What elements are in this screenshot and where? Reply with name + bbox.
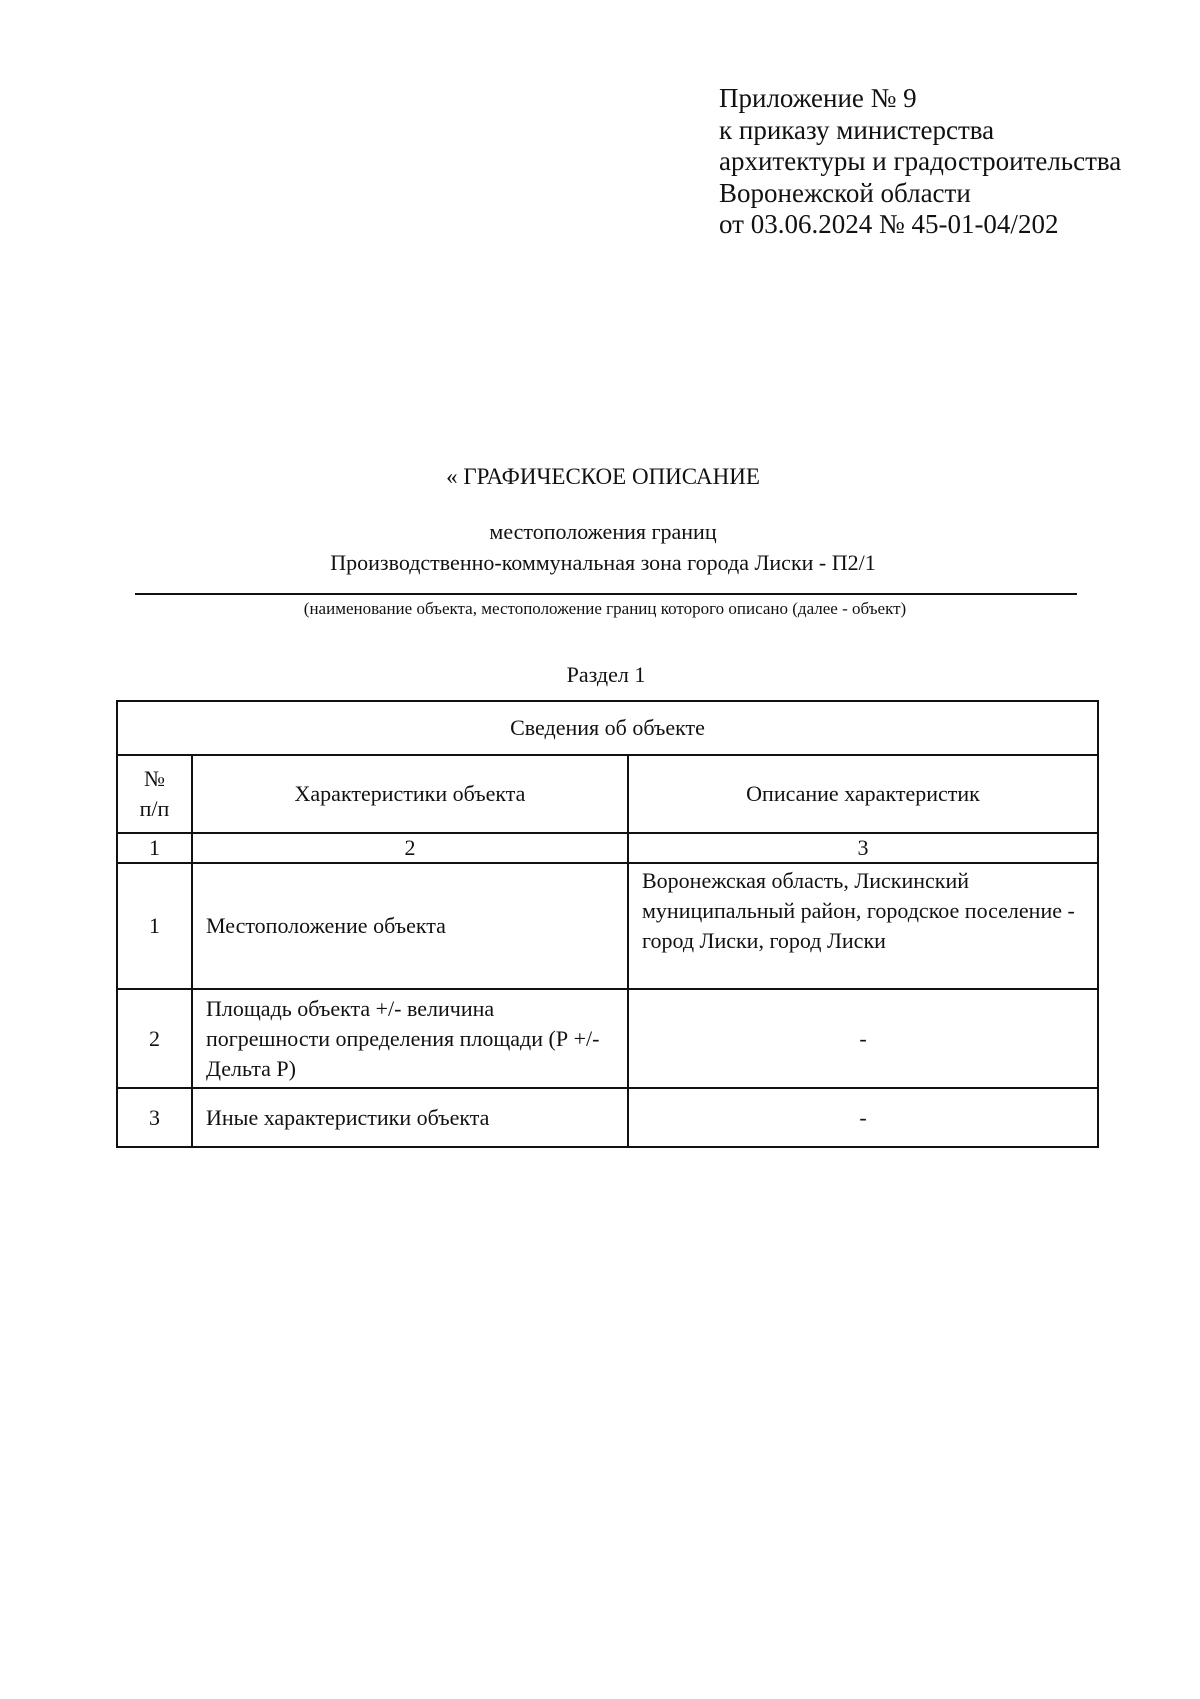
header-number-pp: п/п [139, 796, 170, 821]
appendix-number: Приложение № 9 [719, 83, 917, 113]
header-number [117, 755, 192, 833]
section-label: Раздел 1 [566, 662, 646, 687]
object-info-table [116, 700, 1099, 1148]
row-description: - [628, 989, 1098, 1088]
document-title: « ГРАФИЧЕСКОЕ ОПИСАНИЕ [446, 464, 760, 489]
row-characteristic: Площадь объекта +/- величина погрешности определения площади (Р +/- Дельта Р) [192, 989, 628, 1088]
header-characteristic: Характеристики объекта [192, 755, 628, 833]
appendix-header [719, 83, 1121, 241]
table-column-index-row [117, 833, 1098, 863]
appendix-ministry: архитектуры и градостроительства [719, 146, 1122, 176]
column-index-2: 2 [192, 833, 628, 863]
object-name: Производственно-коммунальная зона города Лиски - П2/1 [330, 550, 876, 575]
table-header-row [117, 755, 1098, 833]
column-index-1: 1 [117, 833, 192, 863]
row-characteristic: Местоположение объекта [192, 863, 628, 989]
table-caption-row [117, 701, 1098, 755]
appendix-region: Воронежской области [719, 177, 971, 208]
document-subtitle: местоположения границ [489, 519, 717, 544]
appendix-order-ref: к приказу министерства [719, 114, 995, 145]
object-name-underline [135, 593, 1077, 595]
table-row [117, 863, 1098, 989]
row-number: 2 [117, 989, 192, 1088]
appendix-order-date: от 03.06.2024 № 45-01-04/202 [719, 209, 1059, 239]
table-row [117, 1088, 1098, 1147]
table-caption: Сведения об объекте [117, 701, 1098, 755]
column-index-3: 3 [628, 833, 1098, 863]
row-description: Воронежская область, Лискинский муниципальный район, городское поселение - город Лиски, город Лиски [628, 863, 1098, 989]
table-row [117, 989, 1098, 1088]
header-number-sign: № [144, 766, 165, 791]
row-characteristic: Иные характеристики объекта [192, 1088, 628, 1147]
object-name-caption: (наименование объекта, местоположение границ которого описано (далее - объект) [303, 599, 907, 618]
header-description: Описание характеристик [628, 755, 1098, 833]
row-number: 1 [117, 863, 192, 989]
row-number: 3 [117, 1088, 192, 1147]
row-description: - [628, 1088, 1098, 1147]
